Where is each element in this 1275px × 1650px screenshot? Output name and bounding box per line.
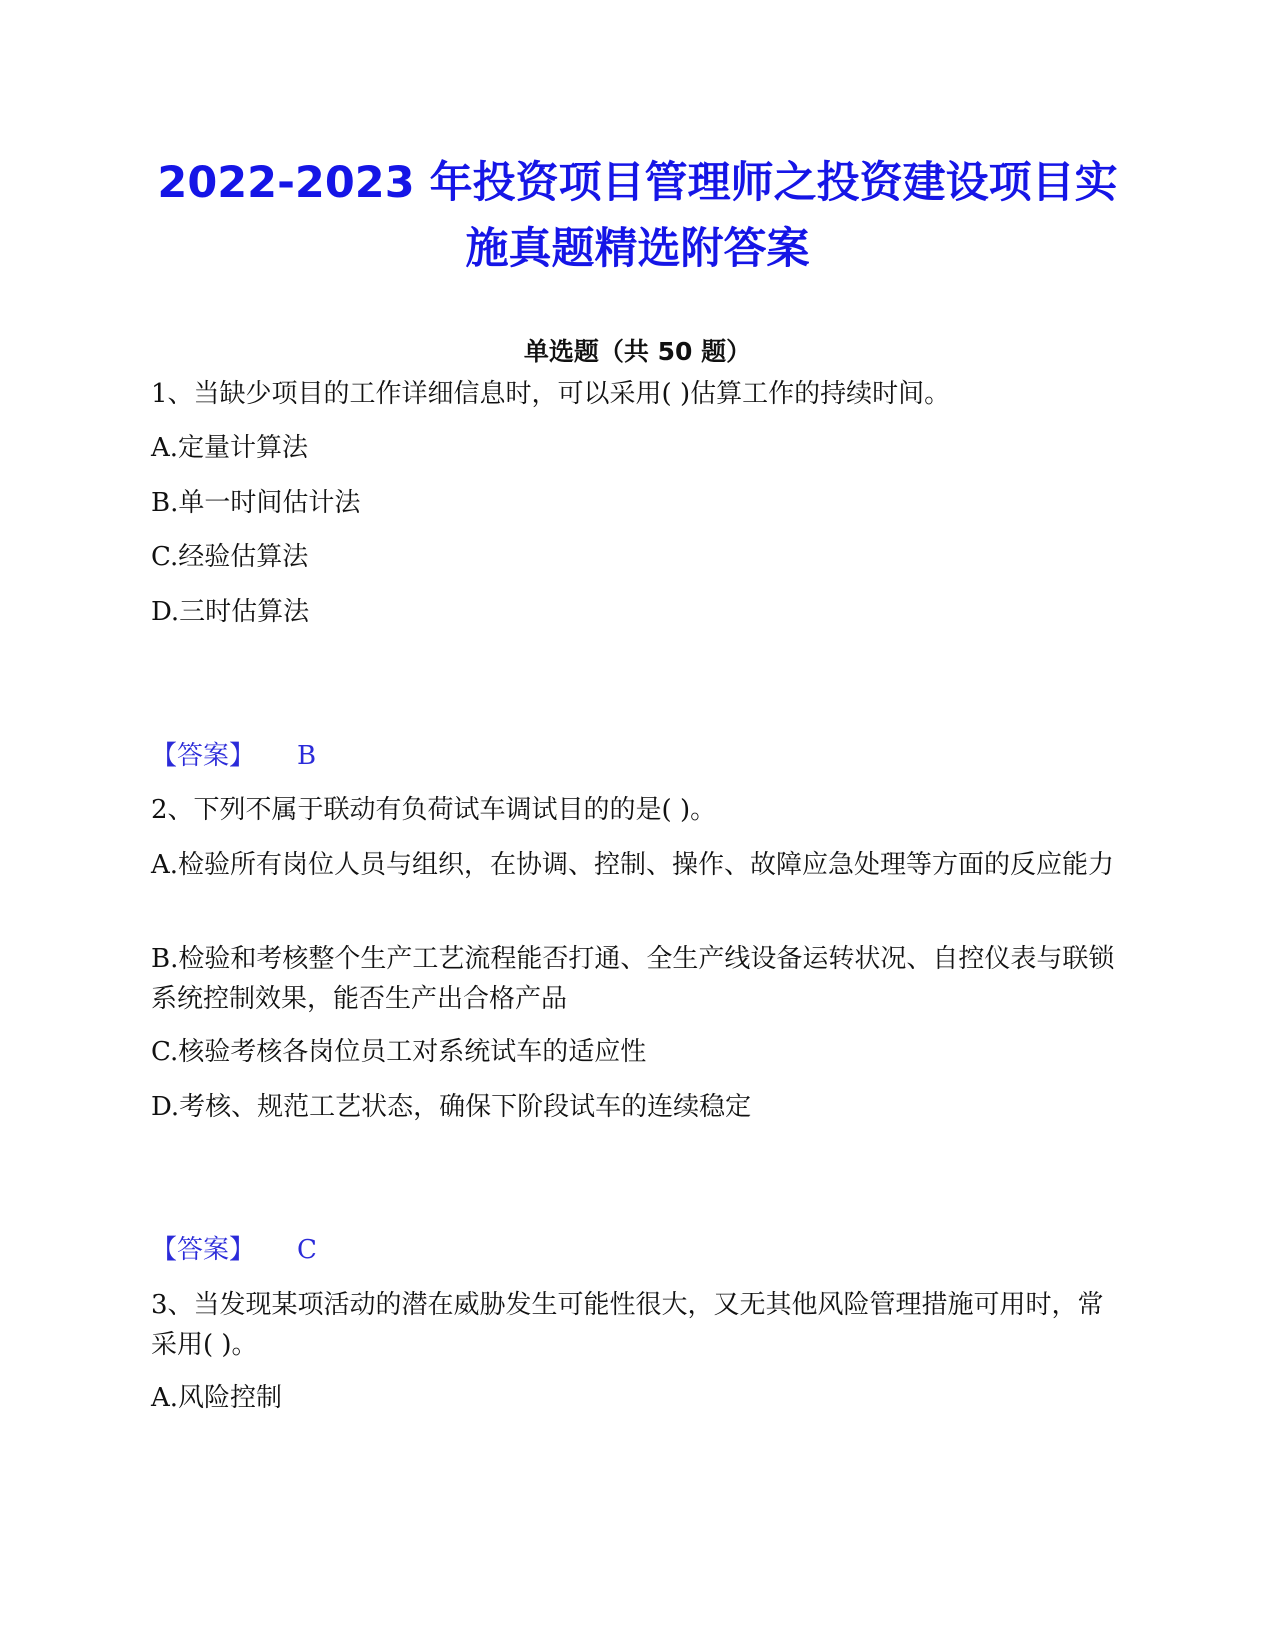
question-2-option-a: A.检验所有岗位人员与组织，在协调、控制、操作、故障应急处理等方面的反应能力 [151,850,1115,880]
answer-value: B [297,741,317,771]
section-heading: 单选题（共 50 题） [523,337,752,366]
question-2-stem: 2、下列不属于联动有负荷试车调试目的的是( )。 [151,795,717,825]
question-2-option-b: B.检验和考核整个生产工艺流程能否打通、全生产线设备运转状况、自控仪表与联锁系统控制效果，能否生产出合格产品 [151,944,1115,1014]
question-2-option-c: C.核验考核各岗位员工对系统试车的适应性 [151,1037,647,1067]
answer-value: C [297,1235,317,1265]
question-3-stem: 3、当发现某项活动的潜在威胁发生可能性很大，又无其他风险管理措施可用时，常采用( )。 [151,1290,1104,1360]
question-1-answer [151,736,316,776]
document-title: 2022-2023 年投资项目管理师之投资建设项目实施真题精选附答案 [157,158,1118,274]
question-1-option-c: C.经验估算法 [151,542,309,572]
question-1-option-b: B.单一时间估计法 [151,488,361,518]
question-1-option-d: D.三时估算法 [151,597,310,627]
answer-label: 【答案】 [151,741,256,771]
question-2-option-d: D.考核、规范工艺状态，确保下阶段试车的连续稳定 [151,1092,752,1122]
question-1-stem: 1、当缺少项目的工作详细信息时，可以采用( )估算工作的持续时间。 [151,379,951,409]
answer-label: 【答案】 [151,1235,256,1265]
question-1-option-a: A.定量计算法 [151,433,309,463]
question-3-option-a: A.风险控制 [151,1383,283,1413]
question-2-answer [151,1230,317,1270]
